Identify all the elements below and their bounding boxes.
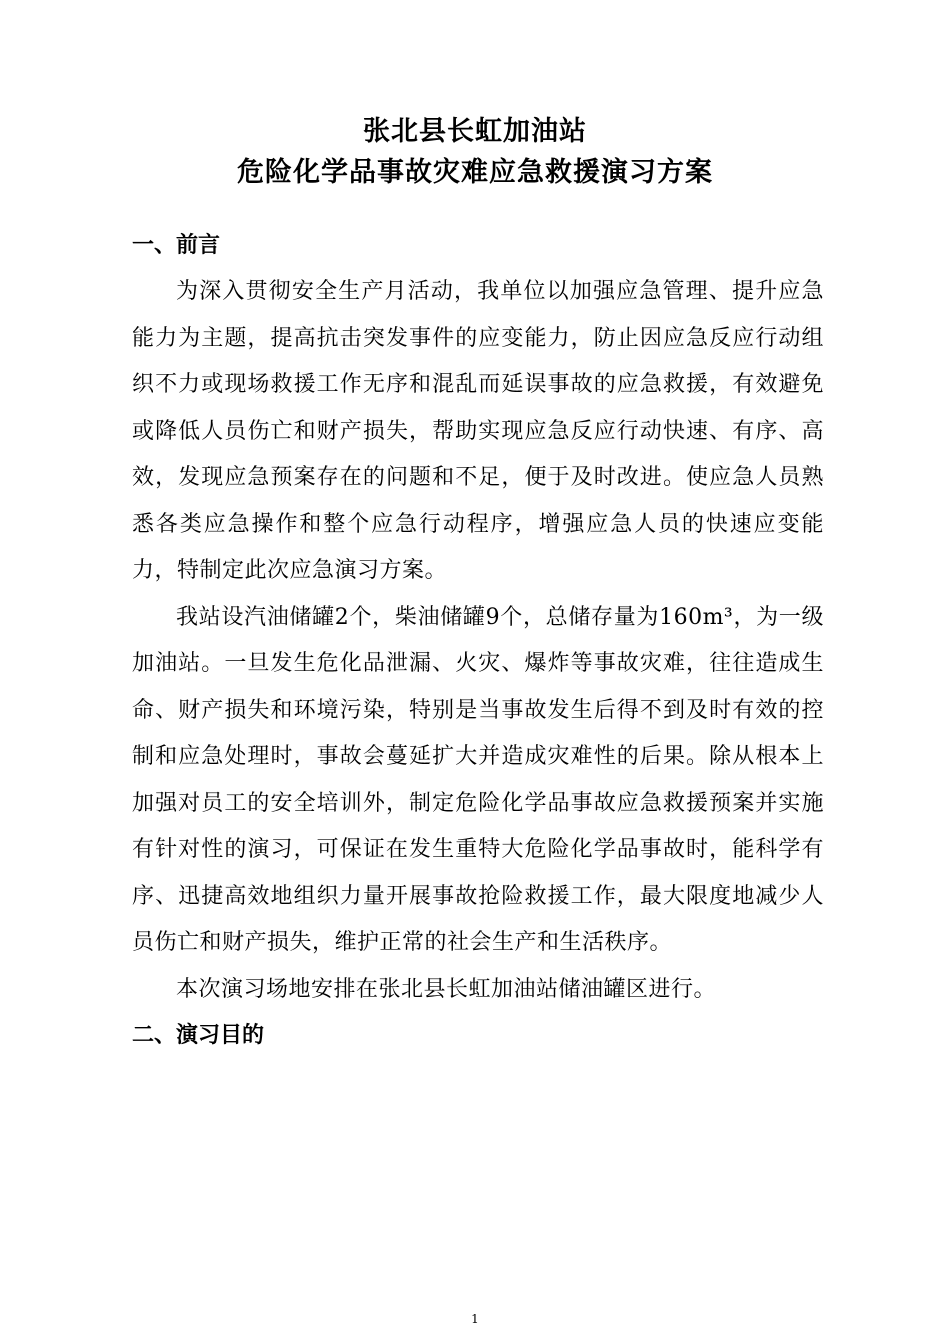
section-heading-purpose: 二、演习目的 xyxy=(132,1023,265,1048)
document-body xyxy=(132,223,824,1059)
title-line-2: 危险化学品事故灾难应急救援演习方案 xyxy=(237,156,713,188)
paragraph-preface-3: 本次演习场地安排在张北县长虹加油站储油罐区进行。 xyxy=(176,976,717,1002)
title-line-1: 张北县长虹加油站 xyxy=(363,116,587,147)
paragraph-preface-2: 我站设汽油储罐2个，柴油储罐9个，总储存量为160m³，为一级加油站。一旦发生危化品泄漏、火灾、爆炸等事故灾难，往往造成生命、财产损失和环境污染，特别是当事故发生后得不到及时有效的控制和应急处理时，事故会蔓延扩大并造成灾难性的后果。除从根本上加强对员工的安全培训外，制定危险化学品事故应急救援预案并实施有针对性的演习，可保证在发生重特大危险化学品事故时，能科学有序、迅捷高效地组织力量开展事故抢险救援工作，最大限度地减少人员伤亡和财产损失，维护正常的社会生产和生活秩序。 xyxy=(132,604,824,955)
section-heading-preface: 一、前言 xyxy=(132,233,221,258)
document-title xyxy=(100,112,850,193)
paragraph-preface-1: 为深入贯彻安全生产月活动，我单位以加强应急管理、提升应急能力为主题，提高抗击突发事件的应变能力，防止因应急反应行动组织不力或现场救援工作无序和混乱而延误事故的应急救援，有效避免或降低人员伤亡和财产损失，帮助实现应急反应行动快速、有序、高效，发现应急预案存在的问题和不足，便于及时改进。使应急人员熟悉各类应急操作和整个应急行动程序，增强应急人员的快速应变能力，特制定此次应急演习方案。 xyxy=(132,279,824,583)
page-number: 1 xyxy=(471,1312,479,1326)
